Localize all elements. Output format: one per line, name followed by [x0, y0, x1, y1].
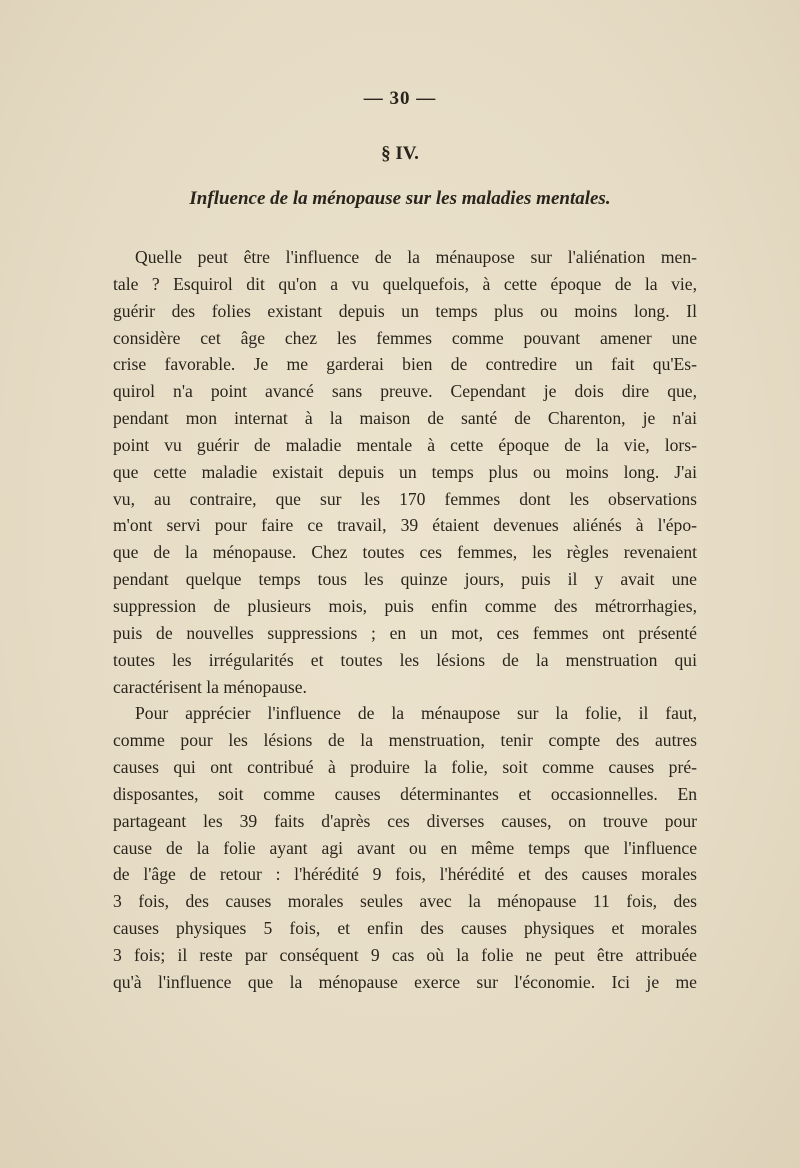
text-line: 3 fois; il reste par conséquent 9 cas où la folie ne peut être attribuée — [113, 944, 697, 965]
text-line: tale ? Esquirol dit qu'on a vu quelquefois, à cette époque de la vie, — [113, 273, 697, 294]
text-line: causes qui ont contribué à produire la folie, soit comme causes pré- — [113, 757, 697, 778]
section-heading: Influence de la ménopause sur les maladies mentales. — [189, 188, 611, 209]
text-line: partageant les 39 faits d'après ces diverses causes, on trouve pour — [113, 810, 697, 831]
text-line: puis de nouvelles suppressions ; en un mot, ces femmes ont présenté — [113, 622, 697, 643]
section-number: § IV. — [381, 143, 419, 164]
text-line: m'ont servi pour faire ce travail, 39 étaient devenues aliénés à l'épo- — [113, 515, 697, 536]
text-line: de l'âge de retour : l'hérédité 9 fois, l'hérédité et des causes morales — [113, 864, 697, 885]
text-line: comme pour les lésions de la menstruation, tenir compte des autres — [113, 730, 697, 751]
page-number: — 30 — — [363, 88, 437, 109]
text-line: que de la ménopause. Chez toutes ces femmes, les règles revenaient — [113, 542, 697, 563]
text-line: quirol n'a point avancé sans preuve. Cependant je dois dire que, — [113, 381, 697, 402]
text-line: point vu guérir de maladie mentale à cette époque de la vie, lors- — [113, 434, 697, 455]
text-line: disposantes, soit comme causes déterminantes et occasionnelles. En — [113, 783, 697, 804]
text-line: suppression de plusieurs mois, puis enfin comme des métrorrhagies, — [113, 595, 697, 616]
text-line: cause de la folie ayant agi avant ou en même temps que l'influence — [113, 837, 697, 858]
text-line: Pour apprécier l'influence de la ménaupose sur la folie, il faut, — [135, 703, 697, 724]
text-line: toutes les irrégularités et toutes les lésions de la menstruation qui — [113, 649, 697, 670]
text-line: que cette maladie existait depuis un temps plus ou moins long. J'ai — [113, 461, 697, 482]
text-line: qu'à l'influence que la ménopause exerce sur l'économie. Ici je me — [113, 971, 697, 992]
text-line: guérir des folies existant depuis un temps plus ou moins long. Il — [113, 300, 697, 321]
text-line: vu, au contraire, que sur les 170 femmes dont les observations — [113, 488, 697, 509]
text-line: causes physiques 5 fois, et enfin des causes physiques et morales — [113, 918, 697, 939]
text-line: considère cet âge chez les femmes comme pouvant amener une — [113, 327, 697, 348]
text-line: pendant quelque temps tous les quinze jours, puis il y avait une — [113, 569, 697, 590]
text-line: crise favorable. Je me garderai bien de contredire un fait qu'Es- — [113, 354, 697, 375]
text-line: 3 fois, des causes morales seules avec la ménopause 11 fois, des — [113, 891, 697, 912]
body-text — [113, 244, 697, 996]
text-line: pendant mon internat à la maison de santé de Charenton, je n'ai — [113, 408, 697, 429]
text-line: Quelle peut être l'influence de la ménaupose sur l'aliénation men- — [135, 247, 697, 267]
text-line: caractérisent la ménopause. — [113, 676, 307, 697]
